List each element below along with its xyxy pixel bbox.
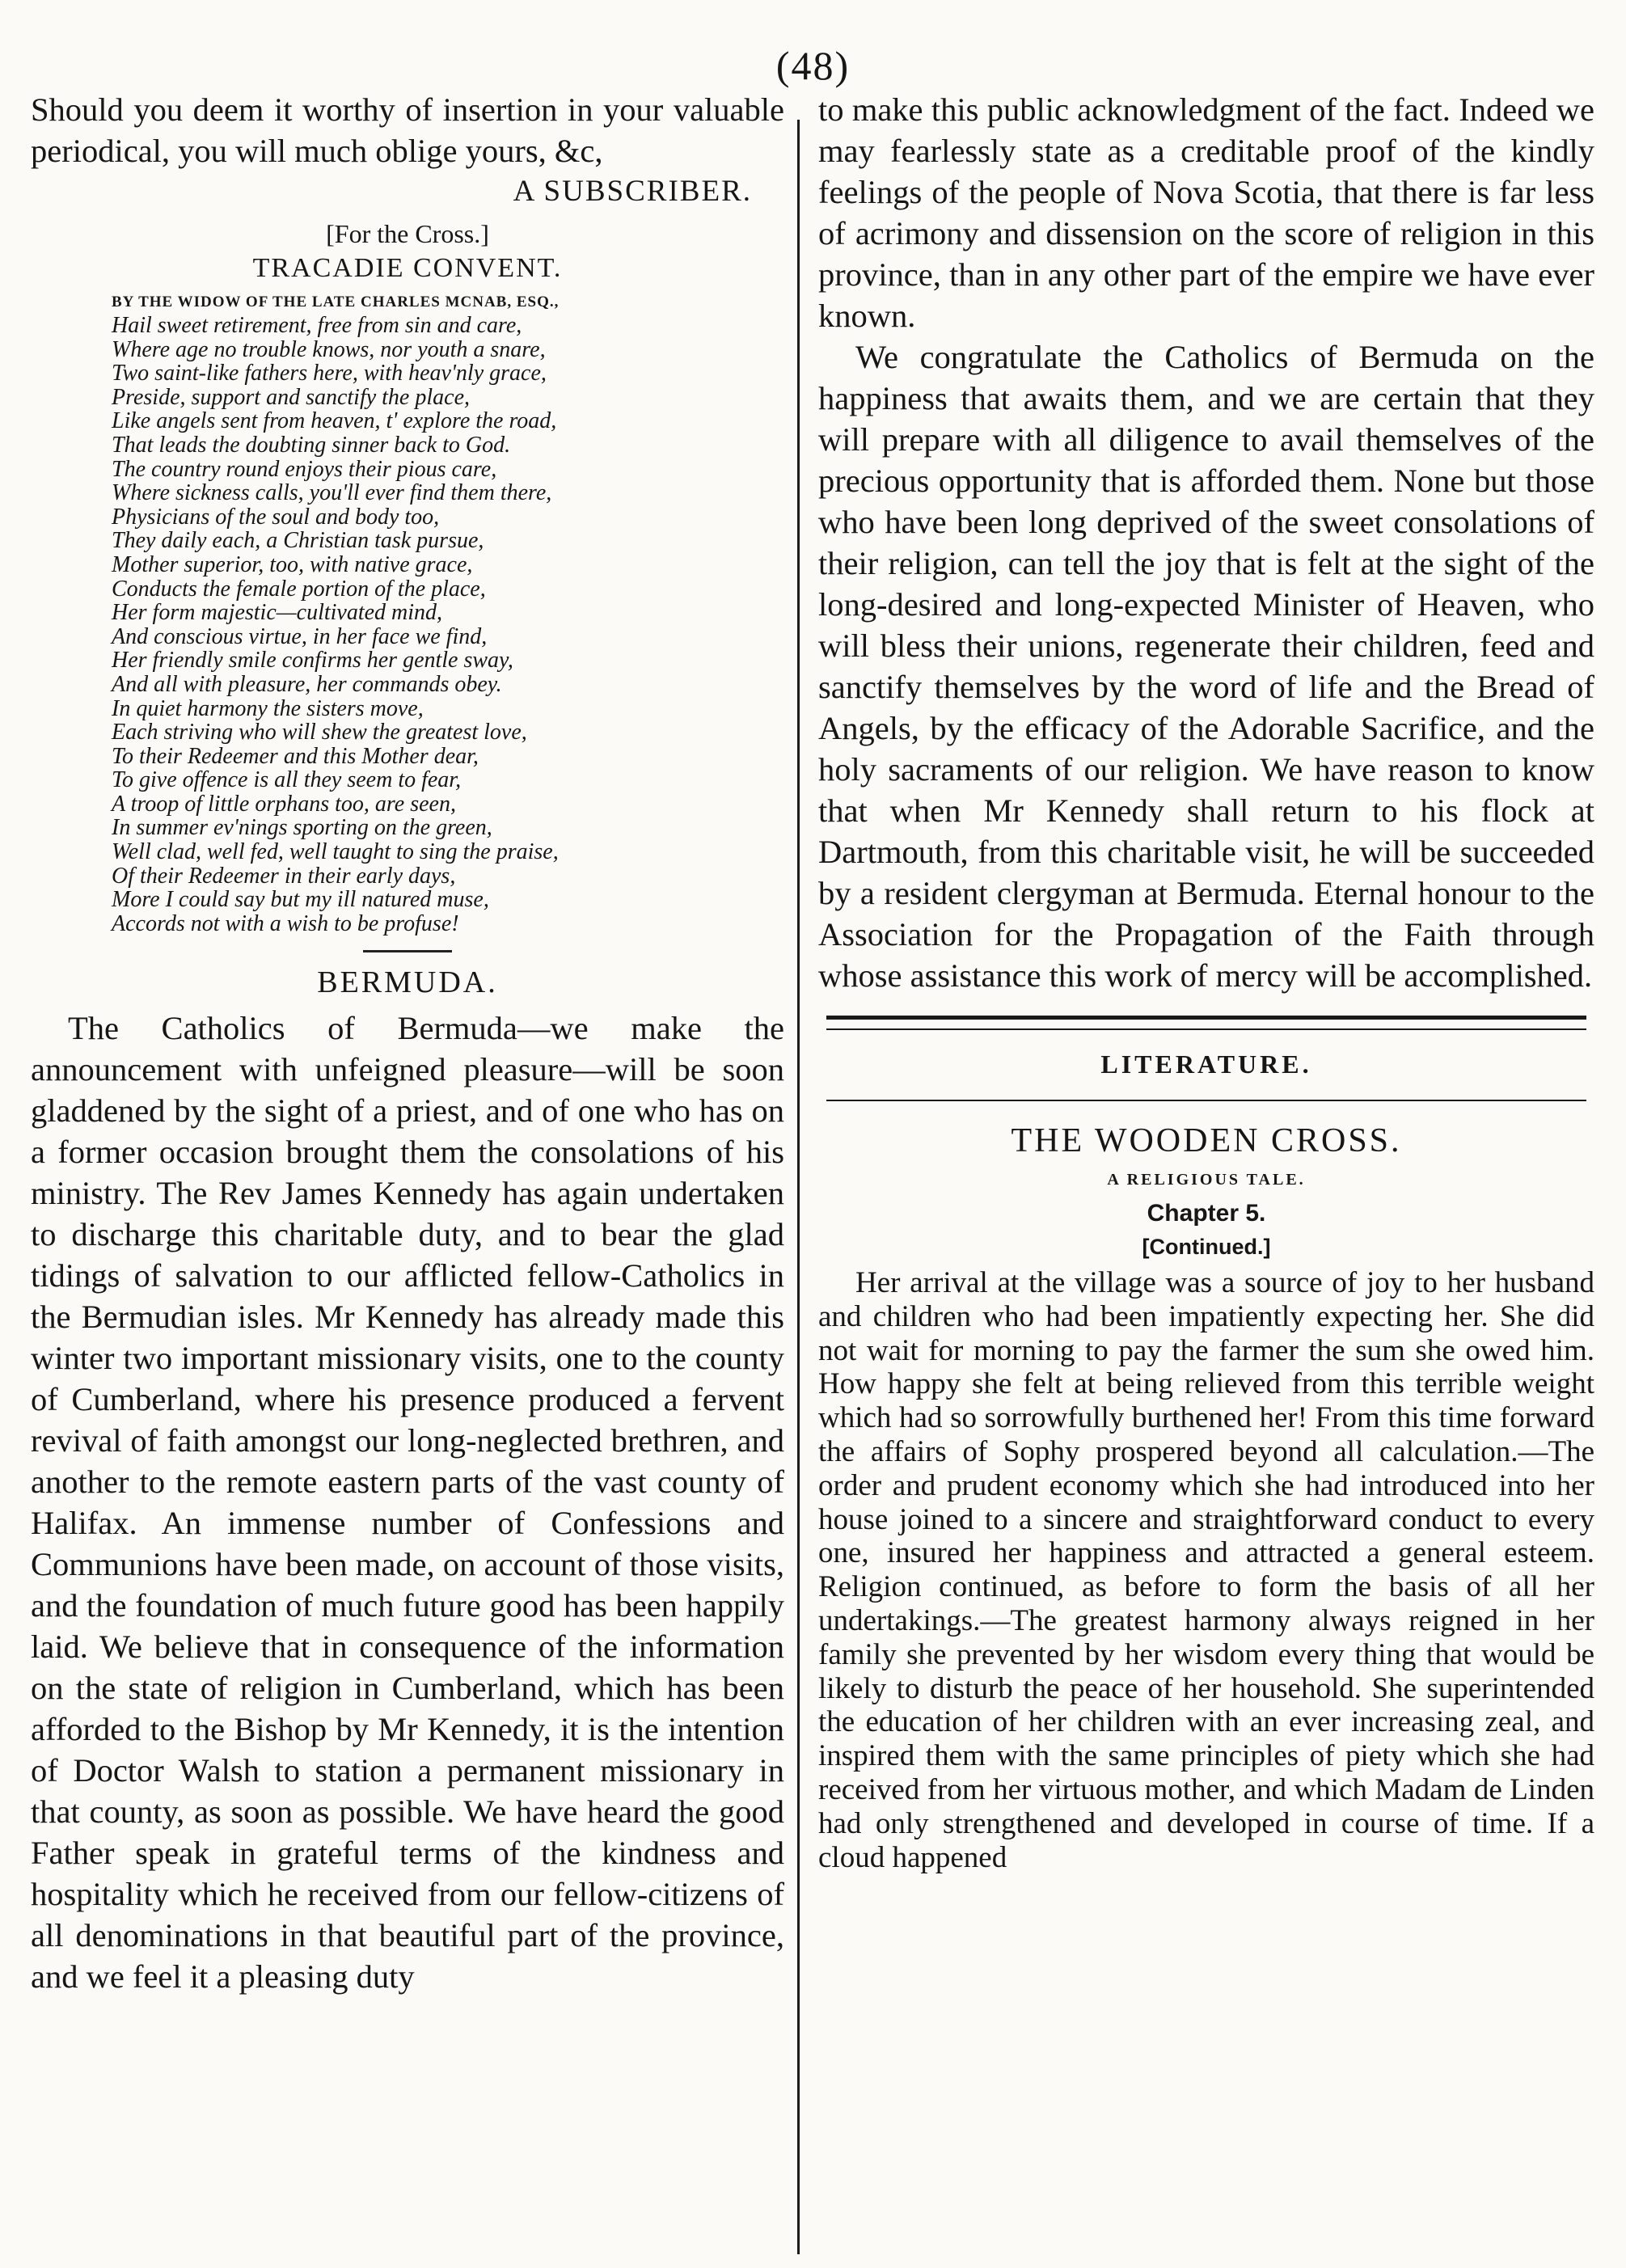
thin-rule-divider [826,1100,1586,1101]
source-note: [For the Cross.] [326,219,489,248]
page-number: (48) [775,43,851,88]
bermuda-article-text: The Catholics of Bermuda—we make the announcement with unfeigned pleasure—will be soon gladdened by the sight of a priest, and of one who has on a former occasion brought them the consolations of his ministry. The Rev James Kennedy has again undertaken to discharge this charitable duty, and to bear the glad tidings of salvation to our afflicted fellow-Catholics in the Bermudian isles. Mr Kennedy has already made this winter two important missionary visits, one to the county of Cumberland, where his presence produced a fervent revival of faith amongst our long-neglected brethren, and another to the remote eastern parts of the vast county of Halifax. An immense number of Confessions and Communions have been made, on account of those visits, and the foundation of much future good has been happily laid. We believe that in consequence of the information on the state of religion in Cumberland, which has been afforded to the Bishop by Mr Kennedy, it is the intention of Doctor Walsh to station a permanent missionary in that county, as soon as possible. We have heard the good Father speak in grateful terms of the kindness and hospitality which he received from our fellow-citizens of all denominations in that beautiful part of the province, and we feel it a pleasing duty [31,1010,784,1996]
poem-line: Well clad, well fed, well taught to sing the praise, [112,839,559,865]
poem-line: Conducts the female portion of the place, [112,576,486,602]
chapter-heading: Chapter 5. [1147,1200,1266,1227]
poem-line: They daily each, a Christian task pursue, [112,528,484,554]
poem-line: The country round enjoys their pious care, [112,456,497,482]
double-rule-divider [826,1016,1586,1030]
poem-line: Mother superior, too, with native grace, [112,551,473,577]
poem-line: Preside, support and sanctify the place, [112,384,470,410]
poem-line: Her friendly smile confirms her gentle sway, [112,648,513,674]
story-text: Her arrival at the village was a source of joy to her husband and children who had been impatiently expecting her. She did not wait for morning to pay the farmer the sum she owed him. How happy she felt at being relieved from this terrible weight which had so sorrowfully burthened her! From this time forward the affairs of Sophy prospered beyond all calculation.—The order and prudent economy which she had introduced into her house joined to a sincere and straightforward conduct to every one, insured her happiness and attracted a general esteem. Religion continued, as before to form the basis of all her undertakings.—The greatest harmony always reigned in her family she prevented by her wisdom every thing that would be likely to disturb the peace of her household. She superintended the education of her children with an ever increasing zeal, and inspired them with the same principles of piety which she had received from her virtuous mother, and which Madam de Linden had only strengthened and developed in course of time. If a cloud happened [818,1266,1594,1874]
department-title: LITERATURE. [1100,1050,1312,1079]
poem-line: In quiet harmony the sisters move, [112,695,424,721]
bermuda-article-continued: to make this public acknowledgment of the fact. Indeed we may fearlessly state as a creditable proof of the kindly feelings of the people of Nova Scotia, that there is far less of acrimony and dissension on the score of religion in this province, than in any other part of the empire we have ever known. [818,91,1594,334]
left-column [31,89,784,1997]
poem-line: To give offence is all they seem to fear, [112,767,462,793]
poem-line: Like angels sent from heaven, t' explore the road, [112,408,557,434]
poem-line: Of their Redeemer in their early days, [112,863,456,889]
poem-line: That leads the doubting sinner back to God. [112,432,511,458]
poem-title: TRACADIE CONVENT. [252,253,563,283]
poem-line: And conscious virtue, in her face we find, [112,623,488,649]
poem-line: In summer ev'nings sporting on the green, [112,815,492,841]
right-column [818,89,1594,1874]
poem-line: More I could say but my ill natured muse, [112,887,489,913]
letter-signature: A SUBSCRIBER. [513,175,752,208]
column-divider [797,120,800,2254]
poem-line: Her form majestic—cultivated mind, [112,600,443,626]
poem-line: Physicians of the soul and body too, [112,504,440,530]
continued-note: [Continued.] [1142,1235,1271,1259]
poem-line: Where age no trouble knows, nor youth a snare, [112,336,546,362]
story-subtitle: A RELIGIOUS TALE. [1107,1171,1306,1189]
bermuda-article-paragraph: We congratulate the Catholics of Bermuda on the happiness that awaits them, and we are certain that they will prepare with all diligence to avail themselves of the precious opportunity that is afforded them. None but those who have been long deprived of the sweet consolations of their religion, can tell the joy that is felt at the sight of the long-desired and long-expected Minister of Heaven, who will bless their unions, regenerate their children, feed and sanctify themselves by the word of life and the Bread of Angels, by the efficacy of the Adorable Sacrifice, and the holy sacraments of our religion. We have reason to know that when Mr Kennedy shall return to his flock at Dartmouth, from this charitable visit, he will be succeeded by a resident clergyman at Bermuda. Eternal honour to the Association for the Propagation of the Faith through whose assistance this work of mercy will be accomplished. [818,339,1594,994]
poem-line: To their Redeemer and this Mother dear, [112,743,479,769]
poem [112,314,784,935]
poem-line: Hail sweet retirement, free from sin and care, [112,313,522,338]
section-divider [363,950,452,952]
letter-closing-text: Should you deem it worthy of insertion in your valuable periodical, you will much oblige yours, &c, [31,91,784,169]
poem-byline: BY THE WIDOW OF THE LATE CHARLES MCNAB, ESQ., [112,294,560,310]
poem-line: Each striving who will shew the greatest love, [112,720,527,745]
poem-line: Where sickness calls, you'll ever find them there, [112,480,552,506]
story-title: THE WOODEN CROSS. [1011,1122,1402,1159]
poem-line: Two saint-like fathers here, with heav'nly grace, [112,361,547,386]
poem-line: A troop of little orphans too, are seen, [112,791,456,817]
poem-line: And all with pleasure, her commands obey. [112,671,502,697]
section-title-bermuda: BERMUDA. [317,965,498,1000]
poem-line: Accords not with a wish to be profuse! [112,910,459,936]
